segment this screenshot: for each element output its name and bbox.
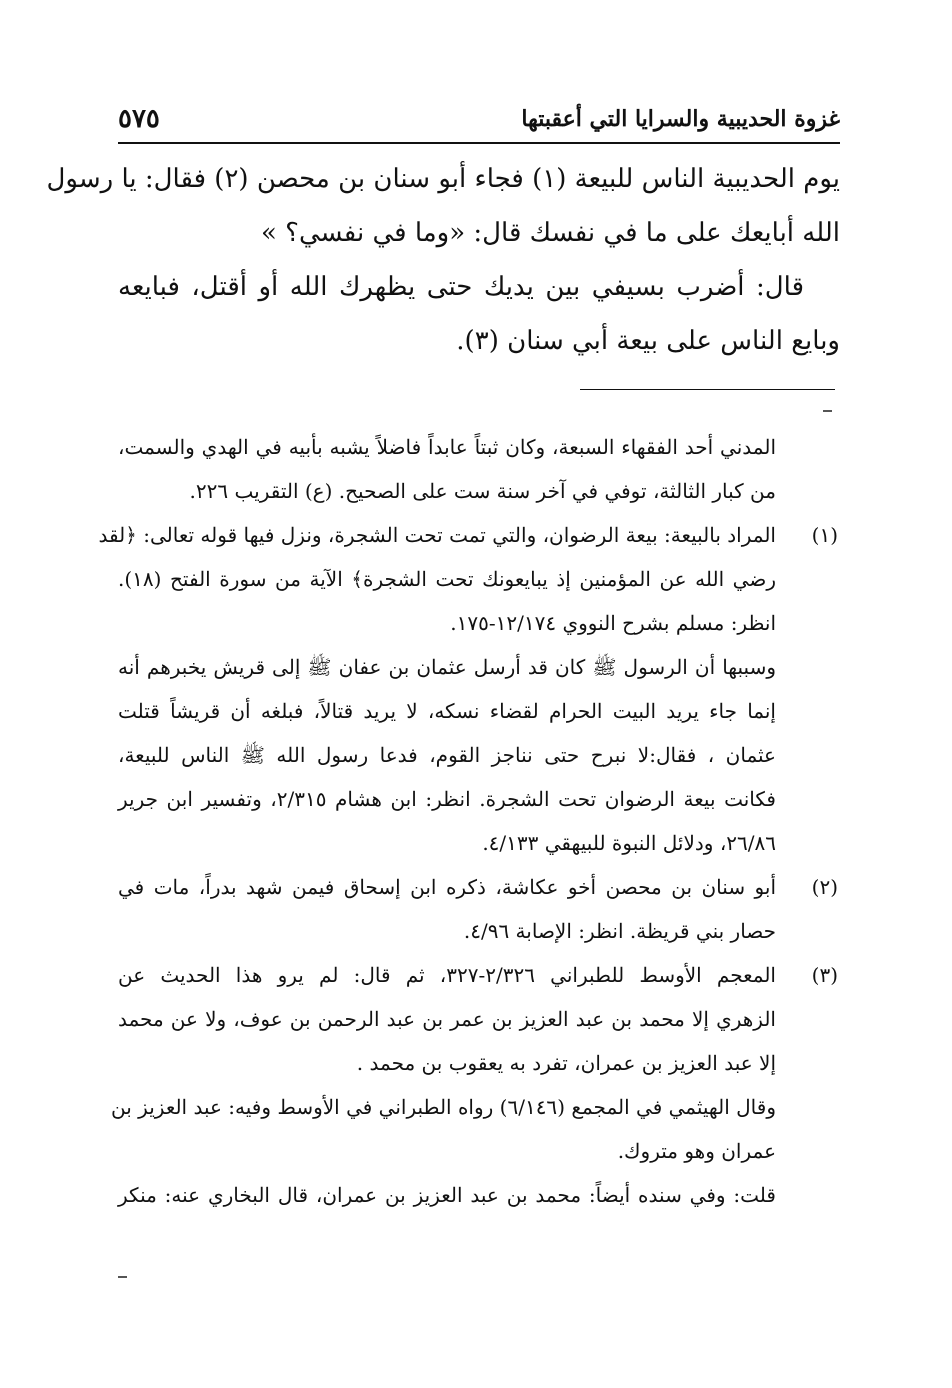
- footnote-line: إنما جاء يريد البيت الحرام لقضاء نسكه، لا يريد قتالاً، فبلغه أن قريشاً قتلت: [118, 699, 776, 723]
- footnote-line: عثمان ، فقال:لا نبرح حتى نناجز القوم، فدعا رسول الله ﷺ الناس للبيعة،: [118, 743, 776, 767]
- header-rule: [118, 142, 840, 144]
- footnote-line: رضي الله عن المؤمنين إذ يبايعونك تحت الشجرة﴾ الآية من سورة الفتح (١٨).: [118, 567, 776, 591]
- margin-mark: [823, 410, 832, 412]
- main-line: الله أبايعك على ما في نفسك قال: «وما في نفسي؟ »: [260, 218, 840, 248]
- footnote-line: انظر: مسلم بشرح النووي ١٢/١٧٤-١٧٥.: [450, 611, 776, 635]
- footnote-line: وسببها أن الرسول ﷺ كان قد أرسل عثمان بن عفان ﷺ إلى قريش يخبرهم أنه: [118, 655, 776, 679]
- main-text: [46, 152, 840, 368]
- footnote-line: أبو سنان بن محصن أخو عكاشة، ذكره ابن إسحاق فيمن شهد بدراً، مات في: [118, 875, 776, 899]
- footnote-number: (١): [811, 523, 838, 547]
- footnote-line: قلت: وفي سنده أيضاً: محمد بن عبد العزيز بن عمران، قال البخاري عنه: منكر: [118, 1183, 776, 1207]
- footnote-line: ٢٦/٨٦، ودلائل النبوة للبيهقي ٤/١٣٣.: [482, 831, 776, 855]
- footnote-number: (٢): [811, 875, 838, 899]
- footnote-line: حصار بني قريظة. انظر: الإصابة ٤/٩٦.: [463, 919, 776, 943]
- footnote-line: المدني أحد الفقهاء السبعة، وكان ثبتاً عابداً فاضلاً يشبه بأبيه في الهدي والسمت،: [118, 435, 776, 459]
- main-line: يوم الحديبية الناس للبيعة (١) فجاء أبو سنان بن محصن (٢) فقال: يا رسول: [46, 164, 840, 194]
- footnote-line: فكانت بيعة الرضوان تحت الشجرة. انظر: ابن هشام ٢/٣١٥، وتفسير ابن جرير: [118, 787, 776, 811]
- footnote-line: عمران وهو متروك.: [617, 1139, 776, 1163]
- footnote-line: إلا عبد العزيز بن عمران، تفرد به يعقوب بن محمد .: [356, 1051, 776, 1075]
- footnote-line: المعجم الأوسط للطبراني ٢/٣٢٦-٣٢٧، ثم قال: لم يرو هذا الحديث عن: [118, 963, 776, 987]
- footnote-line: من كبار الثالثة، توفي في آخر سنة ست على الصحيح. (ع) التقريب ٢٢٦.: [189, 479, 776, 503]
- main-line: قال: أضرب بسيفي بين يديك حتى يظهرك الله أو أقتل، فبايعه: [118, 272, 804, 302]
- footnote-number: (٣): [811, 963, 838, 987]
- chapter-title: غزوة الحديبية والسرايا التي أعقبتها: [521, 106, 840, 132]
- footnote-2: [118, 865, 838, 909]
- footnote-line: المراد بالبيعة: بيعة الرضوان، والتي تمت تحت الشجرة، ونزل فيها قوله تعالى: ﴿لقد: [98, 523, 776, 547]
- footnotes: [98, 425, 838, 1217]
- footnote-line: وقال الهيثمي في المجمع (٦/١٤٦) رواه الطبراني في الأوسط وفيه: عبد العزيز بن: [111, 1095, 776, 1119]
- main-line: وبايع الناس على بيعة أبي سنان (٣).: [456, 326, 840, 356]
- page-number: ٥٧٥: [118, 104, 160, 134]
- footnote-line: الزهري إلا محمد بن عبد العزيز بن عمر بن عبد الرحمن بن عوف، ولا عن محمد: [118, 1007, 776, 1031]
- running-header: [118, 100, 840, 148]
- footnote-separator: [580, 389, 835, 390]
- footnote-1: [98, 513, 838, 557]
- margin-mark: [118, 1276, 127, 1278]
- footnote-3: [118, 953, 838, 997]
